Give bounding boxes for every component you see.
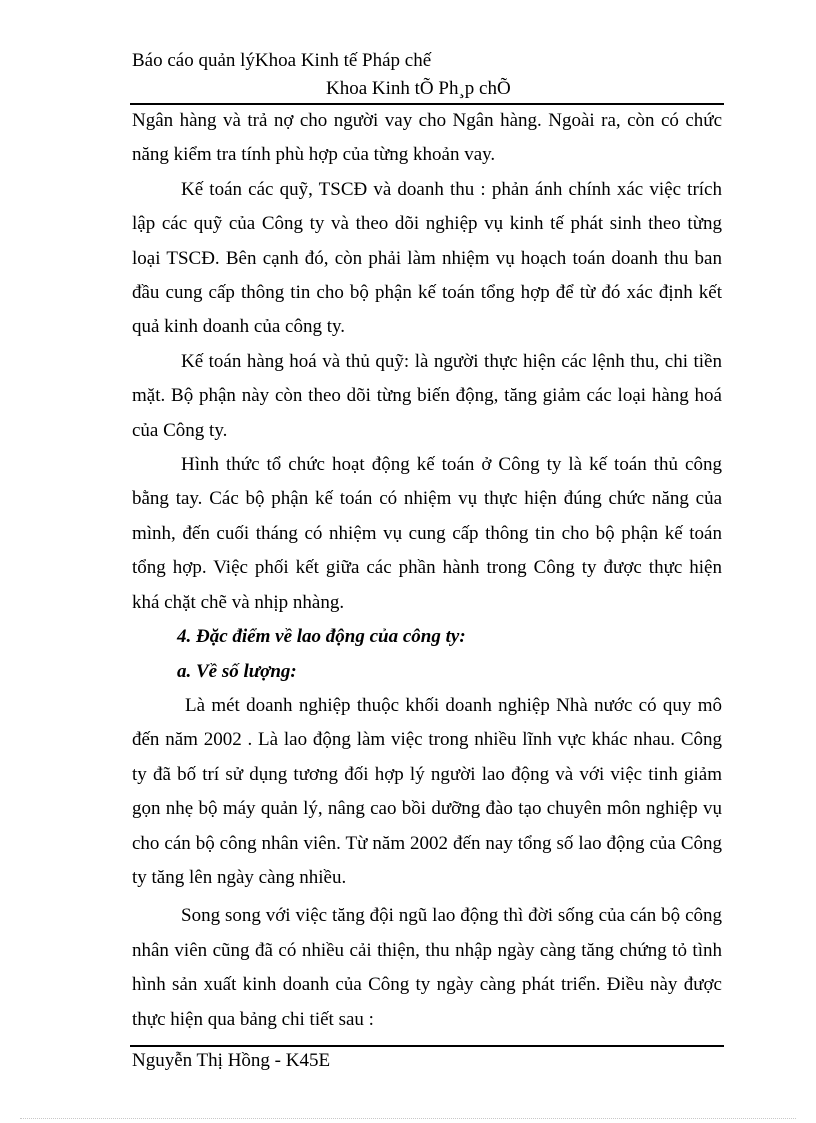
paragraph-goods-treasurer: Kế toán hàng hoá và thủ quỹ: là người thực hiện các lệnh thu, chi tiền mặt. Bộ phận này còn theo dõi từng biến động, tăng giảm các loại hàng hoá của Công ty. <box>132 350 722 441</box>
page-bottom-border <box>20 1118 796 1119</box>
paragraph-fund-accounting: Kế toán các quỹ, TSCĐ và doanh thu : phản ánh chính xác việc trích lập các quỹ của Công ty và theo dõi nghiệp vụ kinh tế phát sinh theo từng loại TSCĐ. Bên cạnh đó, còn phải làm nhiệm vụ hoạch toán doanh thu ban đầu cung cấp thông tin cho bộ phận kế toán tổng hợp để từ đó xác định kết quả kinh doanh của công ty. <box>132 178 722 338</box>
footer-divider <box>130 1045 724 1047</box>
paragraph-continuation: Ngân hàng và trả nợ cho người vay cho Ngân hàng. Ngoài ra, còn có chức năng kiểm tra tính phù hợp của từng khoản vay. <box>132 110 722 166</box>
page-footer-author: Nguyễn Thị Hồng - K45E <box>132 1050 331 1071</box>
paragraph-accounting-form: Hình thức tổ chức hoạt động kế toán ở Công ty là kế toán thủ công bằng tay. Các bộ phận kế toán có nhiệm vụ thực hiện đúng chức năng của mình, đến cuối tháng có nhiệm vụ cung cấp thông tin cho bộ phận kế toán tổng hợp. Việc phối kết giữa các phần hành trong Công ty được thực hiện khá chặt chẽ và nhịp nhàng. <box>132 454 722 613</box>
subsection-heading-quantity: a. Về số lượng: <box>177 660 297 682</box>
page-header-subtitle: Khoa Kinh tÕ Ph¸p chÕ <box>326 78 511 99</box>
page-header-title: Báo cáo quản lýKhoa Kinh tế Pháp chế <box>132 50 432 71</box>
paragraph-enterprise-scale: Là mét doanh nghiệp thuộc khối doanh nghiệp Nhà nước có quy mô đến năm 2002 . Là lao động làm việc trong nhiều lĩnh vực khác nhau. Công ty đã bố trí sử dụng tương đối hợp lý người lao động và với việc tinh giảm gọn nhẹ bộ máy quản lý, nâng cao bồi dưỡng đào tạo chuyên môn nghiệp vụ cho cán bộ công nhân viên. Từ năm 2002 đến nay tổng số lao động của Công ty tăng lên ngày càng nhiều. <box>132 694 722 888</box>
document-body <box>132 104 722 1037</box>
paragraph-living-standards: Song song với việc tăng đội ngũ lao động thì đời sống của cán bộ công nhân viên cũng đã có nhiều cải thiện, thu nhập ngày càng tăng chứng tỏ tình hình sản xuất kinh doanh của Công ty ngày càng phát triển. Điều này được thực hiện qua bảng chi tiết sau : <box>132 905 722 1030</box>
section-heading-labor: 4. Đặc điểm về lao động của công ty: <box>177 626 466 648</box>
